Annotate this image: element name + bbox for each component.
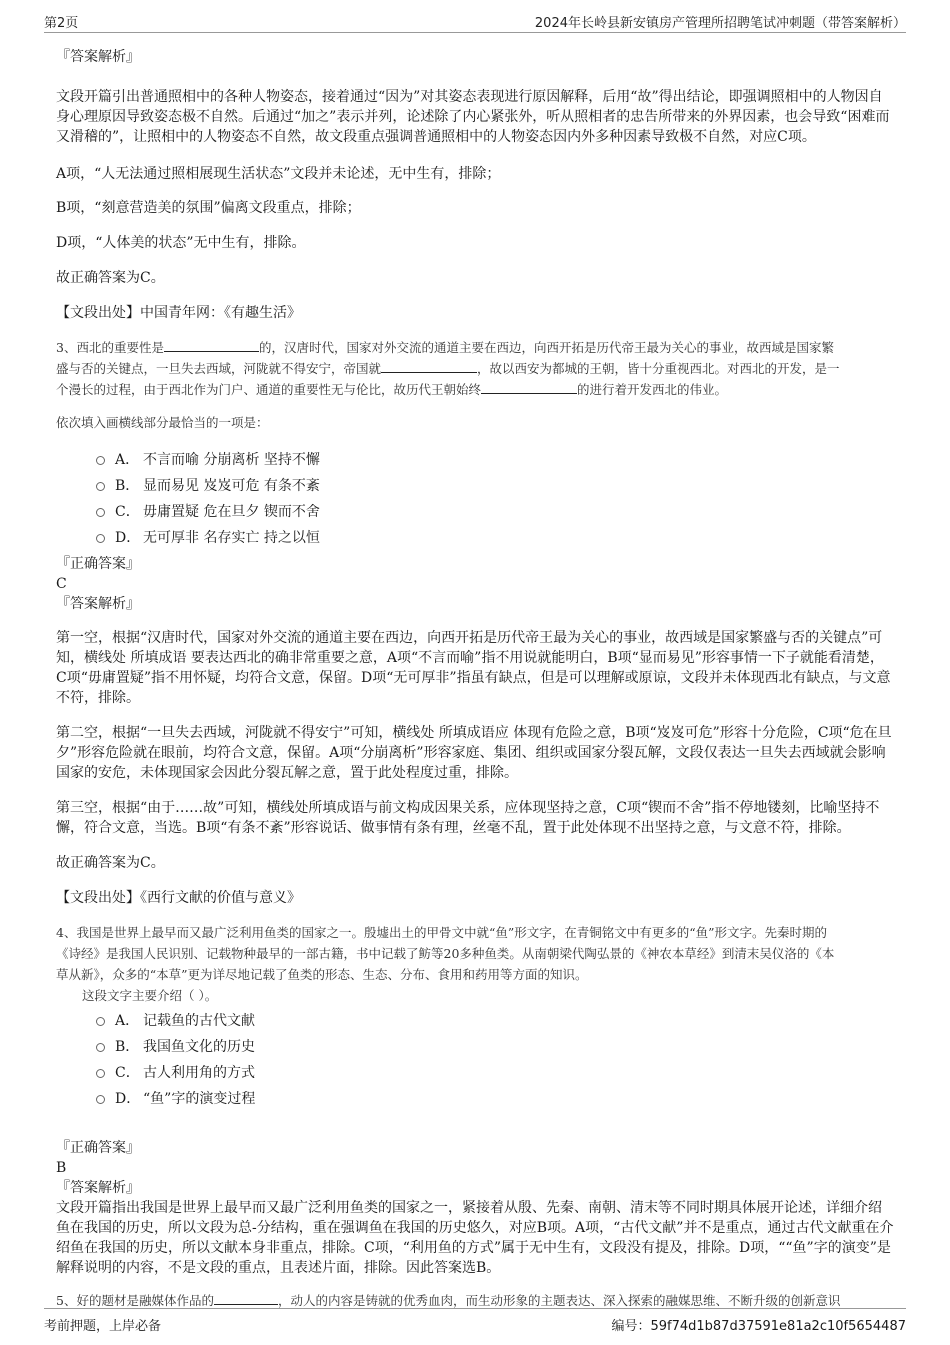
analysis-paragraph: 文段开篇指出我国是世界上最早而又最广泛利用鱼类的国家之一，紧接着从殷、先秦、南朝、清末等不同时期具体展开论述，详细介绍鱼在我国的历史，所以文段为总-分结构，重在强调鱼在我国的历史悠久，对应B项。A项，“古代文献”并不是重点，通过古代文献重在介绍鱼在我国的历史，所以文献本身非重点，排除。C项，“利用鱼的方式”属于无中生有，文段没有提及，排除。D项，““鱼”字的演变”是解释说明的内容，不是文段的重点，且表述片面，排除。因此答案选B。 xyxy=(56,1200,894,1276)
analysis-paragraph: 第二空，根据“一旦失去西域，河陇就不得安宁”可知，横线处 所填成语应 体现有危险之意，B项“岌岌可危”形容十分危险，C项“危在旦夕”形容危险就在眼前，均符合文意，保留。A项“分崩离析”形容家庭、集团、组织或国家分裂瓦解，文段仅表达一旦失去西域就会影响国家的安危，未体现国家会因此分裂瓦解之意，置于此处程度过重，排除。 xyxy=(56,725,892,781)
fill-blank xyxy=(214,1290,278,1305)
radio-icon[interactable] xyxy=(96,1043,105,1052)
page-content xyxy=(56,40,894,1311)
question-stem: 3、西北的重要性是 的，汉唐时代，国家对外交流的通道主要在西边，向西开拓是历代帝王最为关心的事业，故西域是国家繁 盛与否的关键点，一旦失去西域，河陇就不得安宁，帝国就 ，故以西安为都城的王朝，皆十分重视西北。对西北的开发，是一 个漫长的过程，由于西北作为门户、通道的重要性无与伦比，故历代王朝始终 的进行着开发西北的伟业。 xyxy=(56,337,894,400)
question-4 xyxy=(56,922,894,1278)
radio-icon[interactable] xyxy=(96,456,105,465)
page-footer xyxy=(44,1308,906,1334)
radio-icon[interactable] xyxy=(96,508,105,517)
document-title: 2024年长岭县新安镇房产管理所招聘笔试冲刺题（带答案解析） xyxy=(534,16,906,31)
option-b[interactable]: B． 我国鱼文化的历史 xyxy=(56,1034,894,1060)
analysis-label: 『答案解析』 xyxy=(56,49,140,65)
correct-answer: B xyxy=(56,1160,67,1176)
question-prompt: 这段文字主要介绍（ ）。 xyxy=(82,988,218,1003)
answer-label: 『正确答案』 xyxy=(56,1140,140,1156)
analysis-paragraph: D项，“人体美的状态”无中生有，排除。 xyxy=(56,235,306,251)
analysis-label: 『答案解析』 xyxy=(56,1180,140,1196)
correct-answer: C xyxy=(56,576,67,592)
document-id: 编号：59f74d1b87d37591e81a2c10f5654487 xyxy=(611,1319,906,1334)
option-c[interactable]: C． 古人利用角的方式 xyxy=(56,1060,894,1086)
fill-blank xyxy=(481,379,577,394)
radio-icon[interactable] xyxy=(96,534,105,543)
fill-blank xyxy=(381,358,477,373)
question-5-stem: 5、好的题材是融媒体作品的 ，动人的内容是铸就的优秀血肉，而生动形象的主题表达、深入探索的融媒思维、不断升级的创新意识 xyxy=(56,1290,894,1311)
radio-icon[interactable] xyxy=(96,482,105,491)
page-number: 第2页 xyxy=(44,16,79,31)
radio-icon[interactable] xyxy=(96,1069,105,1078)
options-list xyxy=(56,447,894,551)
radio-icon[interactable] xyxy=(96,1017,105,1026)
source-note: 【文段出处】中国青年网：《有趣生活》 xyxy=(56,305,301,321)
question-3 xyxy=(56,337,894,908)
analysis-paragraph: 第三空，根据“由于……故”可知，横线处所填成语与前文构成因果关系，应体现坚持之意，C项“锲而不舍”指不停地镂刻，比喻坚持不懈，符合文意，当选。B项“有条不紊”形容说话、做事情有条有理，丝毫不乱，置于此处体现不出坚持之意，与文意不符，排除。 xyxy=(56,800,880,836)
footer-slogan: 考前押题，上岸必备 xyxy=(44,1319,162,1334)
fill-blank xyxy=(164,337,259,352)
source-note: 【文段出处】《西行文献的价值与意义》 xyxy=(56,890,301,906)
analysis-paragraph: 第一空，根据“汉唐时代，国家对外交流的通道主要在西边，向西开拓是历代帝王最为关心的事业，故西域是国家繁盛与否的关键点”可知，横线处 所填成语 要表达西北的确非常重要之意，A项“不言而喻”指不用说就能明白，B项“显而易见”形容事情一下子就能看清楚，C项“毋庸置疑”指不用怀疑，均符合文意，保留。D项“无可厚非”指虽有缺点，但是可以理解或原谅，文段并未体现西北有缺点，与文意不符，排除。 xyxy=(56,630,891,706)
page-header xyxy=(44,10,906,33)
option-d[interactable]: D． “鱼”字的演变过程 xyxy=(56,1086,894,1112)
question-stem: 4、我国是世界上最早而又最广泛利用鱼类的国家之一。殷墟出土的甲骨文中就“鱼”形文字，在青铜铭文中有更多的“鱼”形文字。先秦时期的 《诗经》是我国人民识别、记载物种最早的一部古籍，书中记载了鲂等20多种鱼类。从南朝梁代陶弘景的《神农本草经》到清末吴仪洛的《本 草从新》，众多的“本草”更为详尽地记载了鱼类的形态、生态、分布、食用和药用等方面的知识。 xyxy=(56,925,835,982)
conclusion: 故正确答案为C。 xyxy=(56,270,165,286)
option-d[interactable]: D． 无可厚非 名存实亡 持之以恒 xyxy=(56,525,894,551)
answer-label: 『正确答案』 xyxy=(56,556,140,572)
option-c[interactable]: C． 毋庸置疑 危在旦夕 锲而不舍 xyxy=(56,499,894,525)
q2-analysis xyxy=(56,47,894,323)
radio-icon[interactable] xyxy=(96,1095,105,1104)
options-list xyxy=(56,1008,894,1112)
analysis-paragraph: A项，“人无法通过照相展现生活状态”文段并未论述，无中生有，排除； xyxy=(56,166,501,182)
conclusion: 故正确答案为C。 xyxy=(56,855,165,871)
analysis-label: 『答案解析』 xyxy=(56,596,140,612)
option-b[interactable]: B． 显而易见 岌岌可危 有条不紊 xyxy=(56,473,894,499)
analysis-paragraph: 文段开篇引出普通照相中的各种人物姿态，接着通过“因为”对其姿态表现进行原因解释，后用“故”得出结论，即强调照相中的人物因自身心理原因导致姿态极不自然。后通过“加之”表示并列，论述除了内心紧张外，听从照相者的忠告所带来的外界因素，也会导致“困难而又滑稽的”，让照相中的人物姿态不自然，故文段重点强调普通照相中的人物姿态因内外多种因素导致极不自然，对应C项。 xyxy=(56,89,890,145)
question-prompt: 依次填入画横线部分最恰当的一项是： xyxy=(56,415,269,430)
option-a[interactable]: A． 记载鱼的古代文献 xyxy=(56,1008,894,1034)
option-a[interactable]: A． 不言而喻 分崩离析 坚持不懈 xyxy=(56,447,894,473)
analysis-paragraph: B项，“刻意营造美的氛围”偏离文段重点，排除； xyxy=(56,200,361,216)
